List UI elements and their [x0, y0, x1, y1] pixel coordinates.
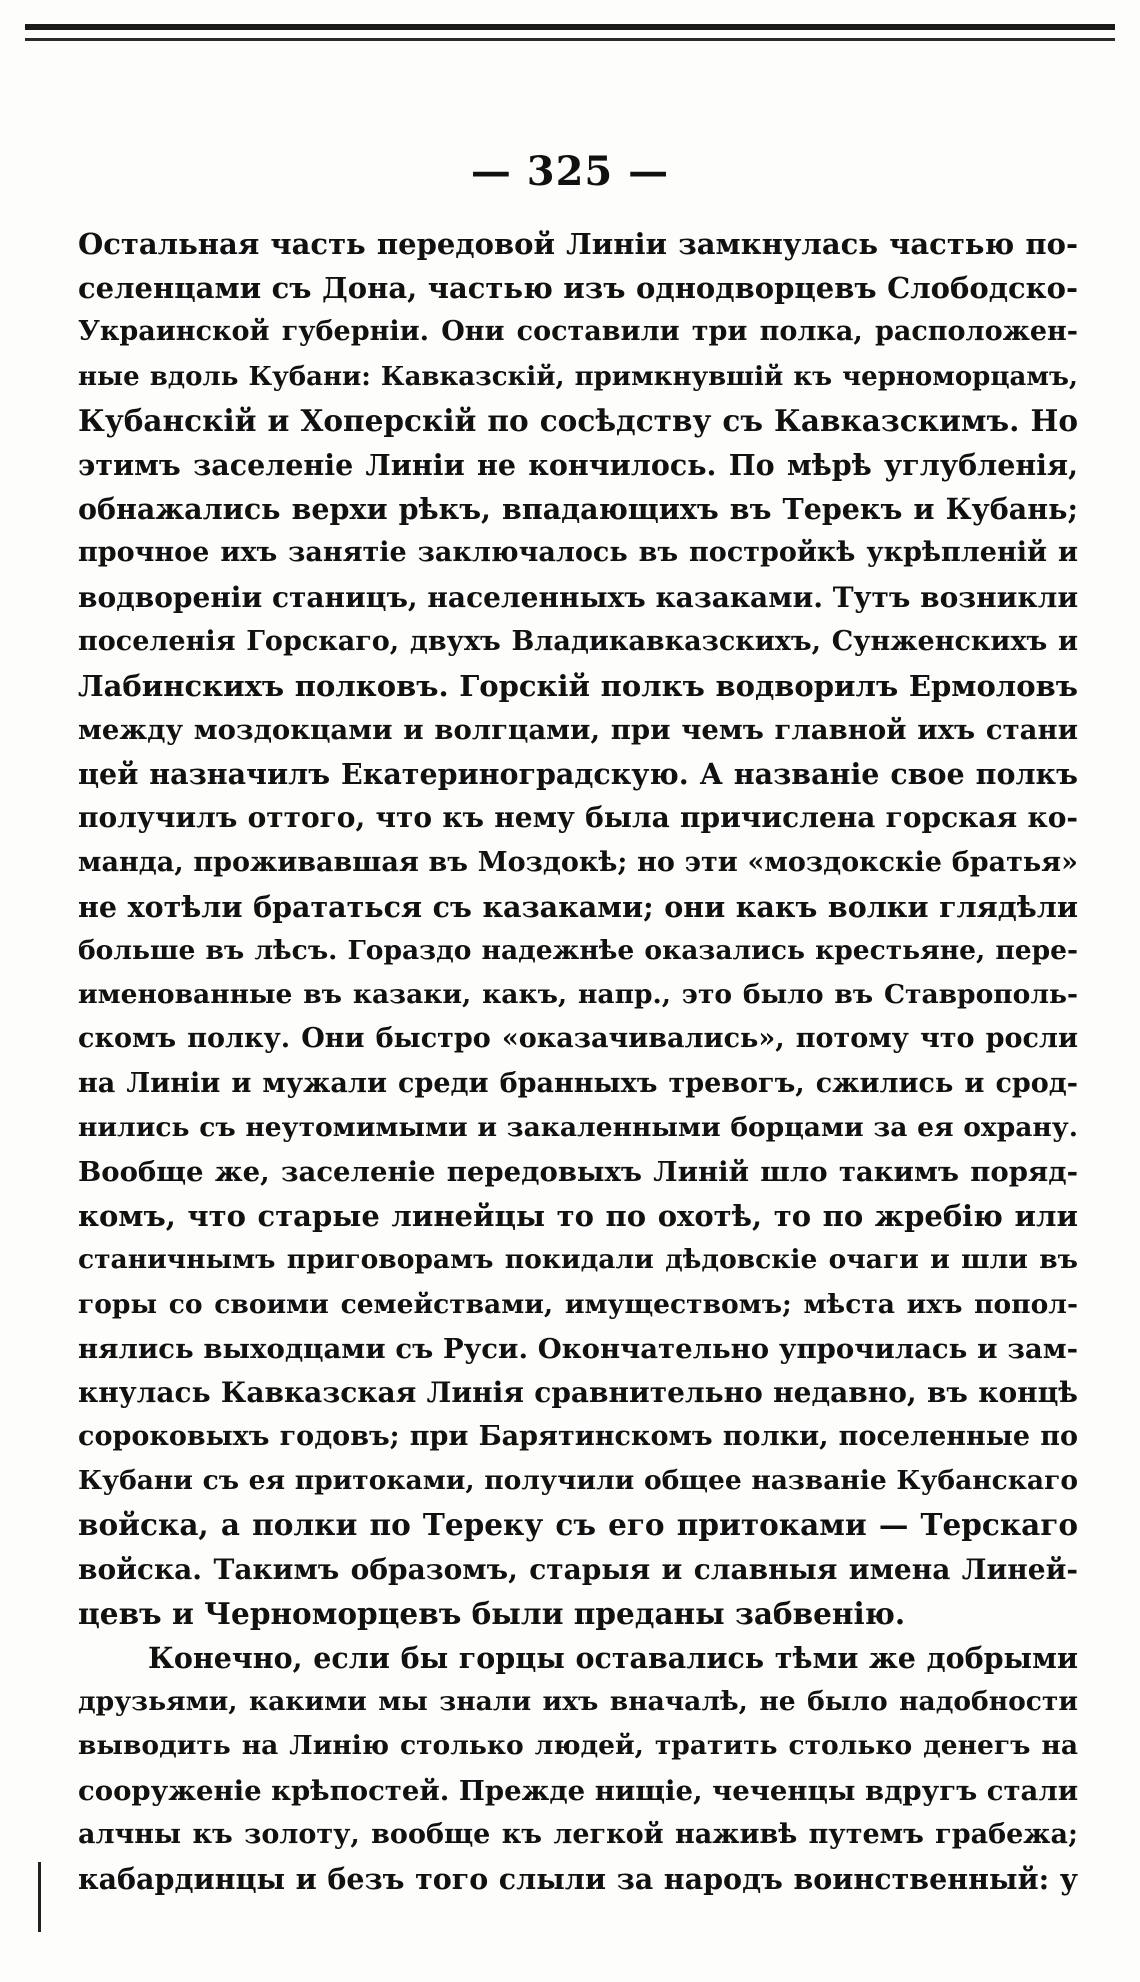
text-line: именованные въ казаки, какъ, напр., это было въ Ставрополь-	[78, 979, 1078, 1011]
text-line: нились съ неутомимыми и закаленными борцами за ея охрану.	[78, 1111, 1078, 1143]
text-line: обнажались верхи рѣкъ, впадающихъ въ Терекъ и Кубань;	[78, 492, 1078, 527]
text-line: Остальная часть передовой Линіи замкнулась частью по-	[78, 227, 1078, 261]
page-number: — 325 —	[470, 148, 670, 195]
text-line: кабардинцы и безъ того слыли за народъ воинственный: у	[78, 1861, 1078, 1896]
text-line: между моздокцами и волгцами, при чемъ главной ихъ стани	[78, 714, 1078, 747]
text-line: этимъ заселеніе Линіи не кончилось. По мѣрѣ углубленія,	[78, 447, 1078, 482]
text-line: Кубанскій и Хоперскій по сосѣдству съ Кавказскимъ. Но	[78, 402, 1078, 438]
text-line: Кубани съ ея притоками, получили общее названіе Кубанскаго	[78, 1465, 1078, 1497]
text-line: цей назначилъ Екатериноградскую. А названіе свое полкъ	[78, 757, 1078, 792]
top-border-rule	[25, 24, 1115, 30]
text-line: алчны къ золоту, вообще къ легкой наживѣ путемъ грабежа;	[78, 1818, 1078, 1850]
text-line: цевъ и Черноморцевъ были преданы забвенію.	[78, 1595, 906, 1631]
text-line: не хотѣли брататься съ казаками; они какъ волки глядѣли	[78, 889, 1078, 924]
text-line: манда, проживавшая въ Моздокѣ; но эти «моздокскіе братья»	[78, 846, 1078, 878]
text-line: комъ, что старые линейцы то по охотѣ, то по жребію или	[78, 1199, 1078, 1234]
text-line: водвореніи станицъ, населенныхъ казаками. Тутъ возникли	[78, 580, 1078, 614]
margin-mark	[38, 1862, 41, 1932]
text-line: горы со своими семействами, имуществомъ; мѣста ихъ попол-	[78, 1288, 1078, 1320]
text-line: Конечно, если бы горцы оставались тѣми же добрыми	[148, 1641, 1078, 1675]
text-line: скомъ полку. Они быстро «оказачивались», потому что росли	[78, 1023, 1078, 1055]
text-line: Лабинскихъ полковъ. Горскій полкъ водворилъ Ермоловъ	[78, 668, 1078, 703]
text-line: друзьями, какими мы знали ихъ вначалѣ, не было надобности	[78, 1686, 1078, 1718]
text-line: войска. Такимъ образомъ, старыя и славныя имена Линей-	[78, 1552, 1078, 1586]
text-line: селенцами съ Дона, частью изъ однодворцевъ Слободско-	[78, 271, 1078, 306]
text-line: нялись выходцами съ Руси. Окончательно упрочилась и зам-	[78, 1332, 1078, 1365]
text-line: выводить на Линію столько людей, тратить столько денегъ на	[78, 1730, 1078, 1762]
text-line: Вообще же, заселеніе передовыхъ Линій шло такимъ поряд-	[78, 1155, 1078, 1188]
text-line: больше въ лѣсъ. Гораздо надежнѣе оказались крестьяне, пере-	[78, 935, 1078, 966]
top-border-rule-thin	[25, 38, 1115, 41]
text-line: сороковыхъ годовъ; при Барятинскомъ полки, поселенные по	[78, 1421, 1078, 1453]
text-line: станичнымъ приговорамъ покидали дѣдовскіе очаги и шли въ	[78, 1244, 1078, 1276]
text-line: прочное ихъ занятіе заключалось въ постройкѣ укрѣпленій и	[78, 537, 1078, 569]
text-line: получилъ оттого, что къ нему была причислена горская ко-	[78, 801, 1078, 835]
text-line: кнулась Кавказская Линія сравнительно недавно, въ концѣ	[78, 1375, 1078, 1409]
text-line: Украинской губерніи. Они составили три полка, расположен-	[78, 316, 1078, 348]
text-line: ные вдоль Кубани: Кавказскій, примкнувшій къ черноморцамъ,	[78, 361, 1078, 392]
text-line: сооруженіе крѣпостей. Прежде нищіе, чеченцы вдругъ стали	[78, 1774, 1078, 1807]
text-line: войска, а полки по Тереку съ его притоками — Терскаго	[78, 1507, 1078, 1543]
body-text	[78, 222, 1078, 1901]
text-line: на Линіи и мужали среди бранныхъ тревогъ, сжились и срод-	[78, 1067, 1078, 1099]
text-line: поселенія Горскаго, двухъ Владикавказскихъ, Сунженскихъ и	[78, 625, 1078, 657]
